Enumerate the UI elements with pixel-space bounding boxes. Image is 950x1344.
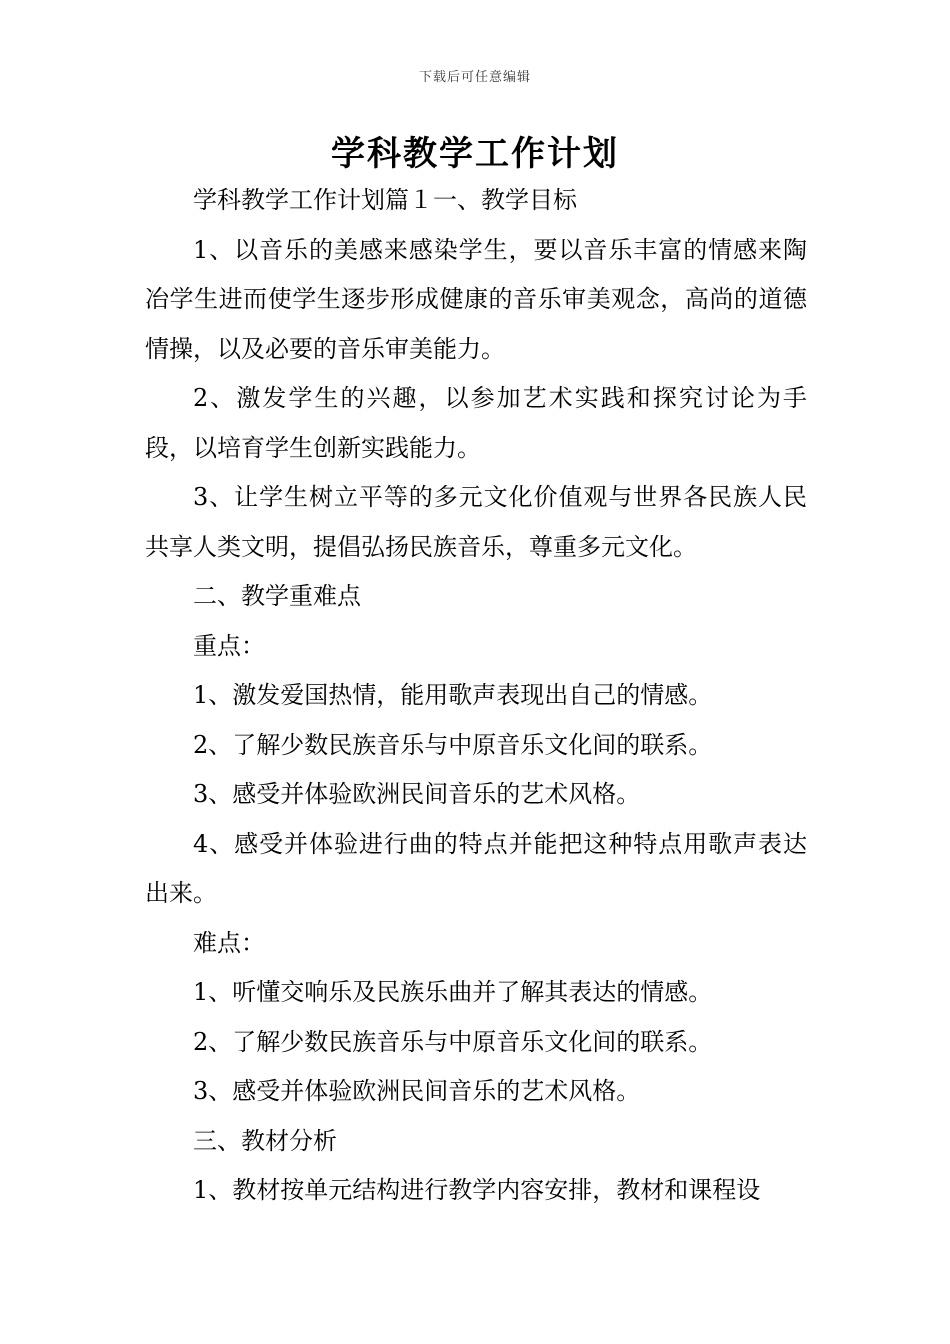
paragraph-goal-3: 3、让学生树立平等的多元文化价值观与世界各民族人民共享人类文明，提倡弘扬民族音乐，尊重多元文化。 xyxy=(145,483,807,561)
section-heading-material: 三、教材分析 xyxy=(193,1126,337,1155)
subheading-difficult: 难点： xyxy=(193,928,265,957)
paragraph-goal-1: 1、以音乐的美感来感染学生，要以音乐丰富的情感来陶冶学生进而使学生逐步形成健康的音乐审美观念，高尚的道德情操，以及必要的音乐审美能力。 xyxy=(145,235,807,363)
paragraph-intro: 学科教学工作计划篇１一、教学目标 xyxy=(193,186,577,214)
header-note: 下载后可任意编辑 xyxy=(418,70,531,85)
paragraph-key-3: 3、感受并体验欧洲民间音乐的艺术风格。 xyxy=(193,780,641,808)
paragraph-key-4: 4、感受并体验进行曲的特点并能把这种特点用歌声表达出来。 xyxy=(145,829,807,907)
document-title: 学科教学工作计划 xyxy=(331,134,619,174)
paragraph-difficult-3: 3、感受并体验欧洲民间音乐的艺术风格。 xyxy=(193,1077,641,1105)
paragraph-goal-2: 2、激发学生的兴趣，以参加艺术实践和探究讨论为手段，以培育学生创新实践能力。 xyxy=(145,384,807,462)
section-heading-key-points: 二、教学重难点 xyxy=(193,582,361,610)
paragraph-key-1: 1、激发爱国热情，能用歌声表现出自己的情感。 xyxy=(193,681,713,709)
paragraph-difficult-1: 1、听懂交响乐及民族乐曲并了解其表达的情感。 xyxy=(193,978,713,1006)
paragraph-key-2: 2、了解少数民族音乐与中原音乐文化间的联系。 xyxy=(193,730,713,759)
document-body xyxy=(145,176,807,1216)
paragraph-difficult-2: 2、了解少数民族音乐与中原音乐文化间的联系。 xyxy=(193,1027,713,1056)
subheading-key: 重点： xyxy=(193,631,265,660)
paragraph-material-1: 1、教材按单元结构进行教学内容安排，教材和课程设 xyxy=(193,1176,761,1204)
